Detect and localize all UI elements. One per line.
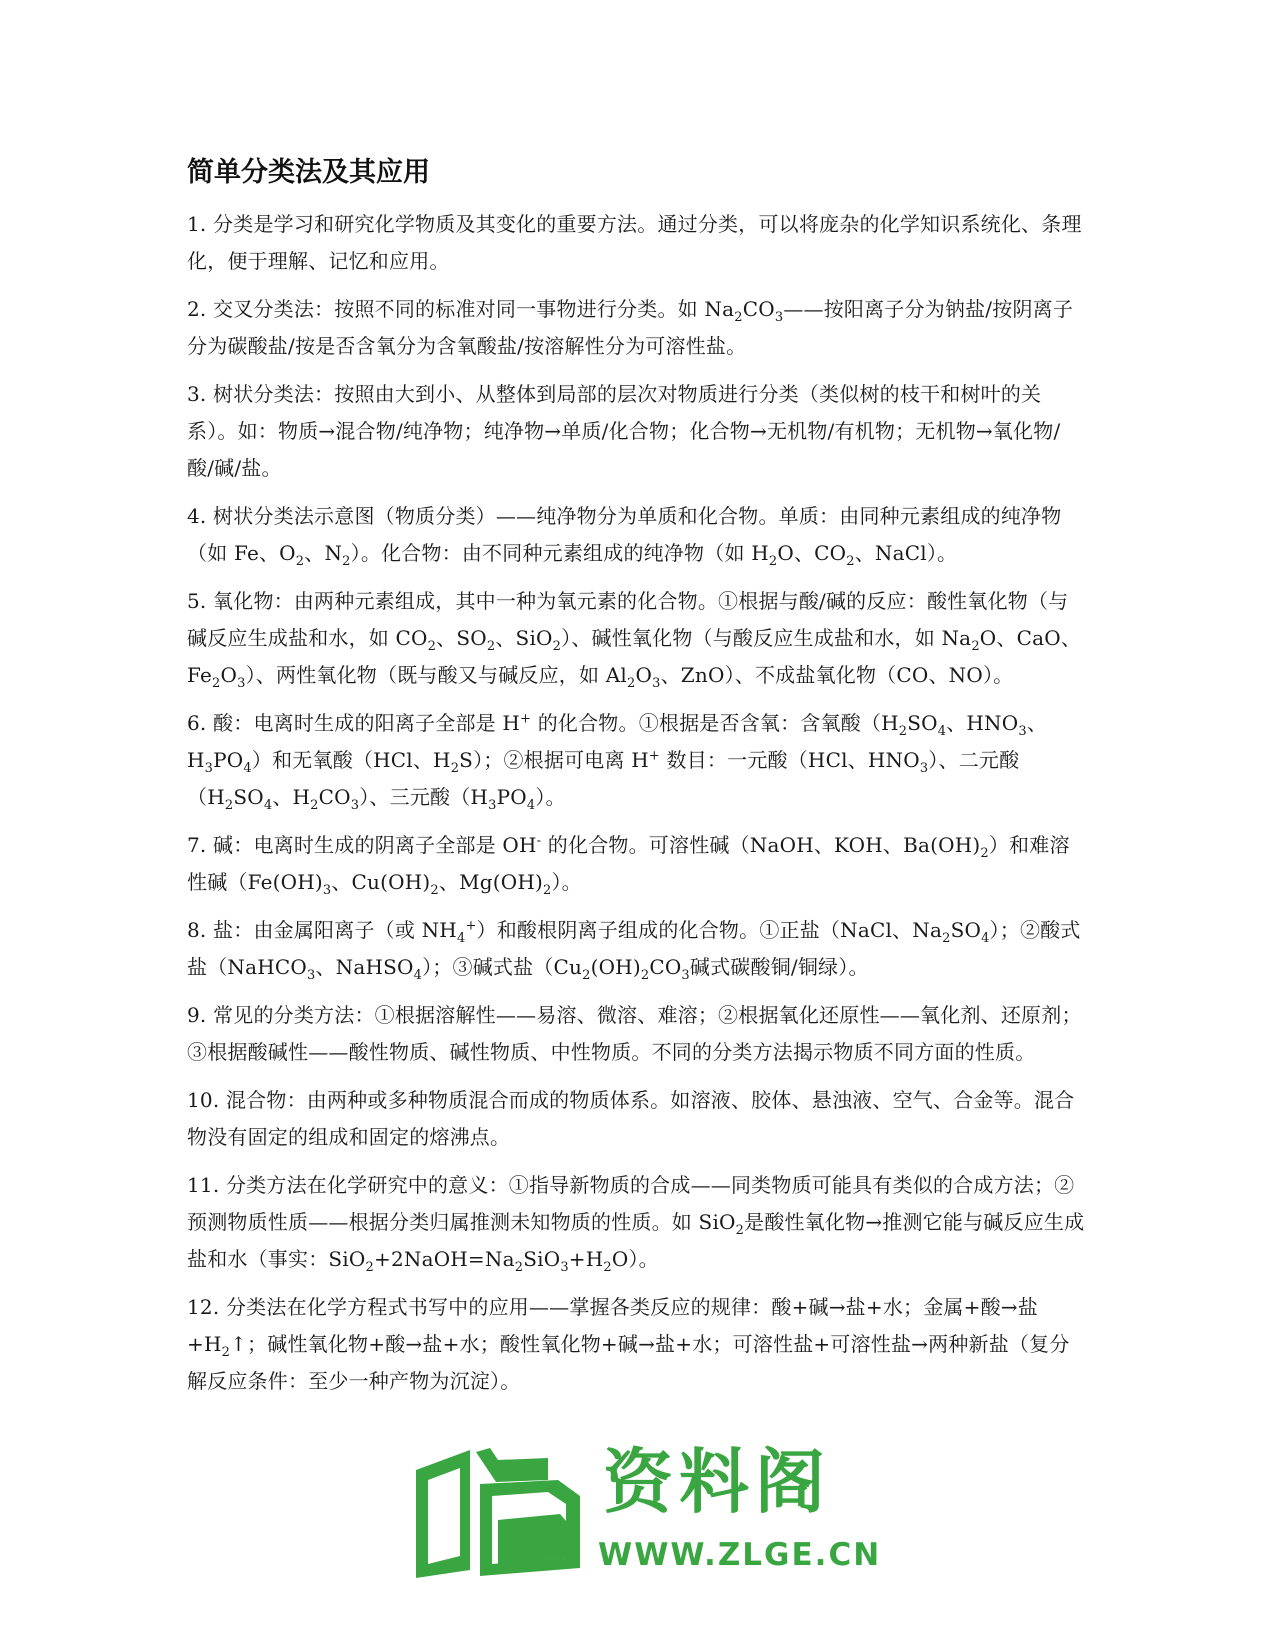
paragraph-3: 3. 树状分类法：按照由大到小、从整体到局部的层次对物质进行分类（类似树的枝干和树叶的关系）。如：物质→混合物/纯净物；纯净物→单质/化合物；化合物→无机物/有机物；无机物→氧化物/酸/碱/盐。: [187, 382, 1061, 480]
open-book-folder-icon: [398, 1438, 588, 1588]
watermark-url: WWW.ZLGE.CN: [598, 1537, 882, 1573]
paragraph-11: 11. 分类方法在化学研究中的意义：①指导新物质的合成——同类物质可能具有类似的合成方法；②预测物质性质——根据分类归属推测未知物质的性质。如 SiO$_2$是酸性氧化物→推测它能与碱反应生成盐和水（事实：$SiO_2+2NaOH=Na_2SiO_3+H_2O$）。: [187, 1173, 1085, 1275]
paragraph-8: 8. 盐：由金属阳离子（或 $NH_4^+$）和酸根阴离子组成的化合物。①正盐（NaCl、$Na_2SO_4$）；②酸式盐（NaHCO$_3$、NaHSO$_4$）；③碱式盐（$Cu_2(OH)_2CO_3$碱式碳酸铜/铜绿）。: [187, 918, 1081, 983]
paragraph-1: 1. 分类是学习和研究化学物质及其变化的重要方法。通过分类，可以将庞杂的化学知识系统化、条理化，便于理解、记忆和应用。: [187, 212, 1082, 273]
document-title: 简单分类法及其应用: [187, 157, 430, 188]
paragraph-5: 5. 氧化物：由两种元素组成，其中一种为氧元素的化合物。①根据与酸/碱的反应：酸性氧化物（与碱反应生成盐和水，如 $CO_2$、$SO_2$、SiO$_2$）、碱性氧化物（与酸反应生成盐和水，如 $Na_2O$、CaO、$Fe_2O_3$）、两性氧化物（既与酸又与碱反应，如 $Al_2O_3$、ZnO）、不成盐氧化物（CO、NO）。: [187, 589, 1082, 691]
document-body: [187, 206, 1087, 1411]
paragraph-9: 9. 常见的分类方法：①根据溶解性——易溶、微溶、难溶；②根据氧化还原性——氧化剂、还原剂；③根据酸碱性——酸性物质、碱性物质、中性物质。不同的分类方法揭示物质不同方面的性质。: [187, 1003, 1082, 1064]
watermark-name: 资料阁: [603, 1441, 831, 1523]
paragraph-4: 4. 树状分类法示意图（物质分类）——纯净物分为单质和化合物。单质：由同种元素组成的纯净物（如 Fe、$O_2$、$N_2$）。化合物：由不同种元素组成的纯净物（如 $H_2O$、$CO_2$、NaCl）。: [187, 504, 1062, 569]
paragraph-10: 10. 混合物：由两种或多种物质混合而成的物质体系。如溶液、胶体、悬浊液、空气、合金等。混合物没有固定的组成和固定的熔沸点。: [187, 1088, 1075, 1149]
watermark-logo: [398, 1438, 882, 1588]
paragraph-2: 2. 交叉分类法：按照不同的标准对同一事物进行分类。如 $Na_2CO_3——$按阳离子分为钠盐/按阴离子分为碳酸盐/按是否含氧分为含氧酸盐/按溶解性分为可溶性盐。: [187, 297, 1074, 358]
paragraph-7: 7. 碱：电离时生成的阴离子全部是 OH- 的化合物。可溶性碱（NaOH、KOH、$Ba(OH)_2$）和难溶性碱（$Fe(OH)_3$、$Cu(OH)_2$、$Mg(OH)_2$）。: [187, 833, 1070, 898]
paragraph-6: 6. 酸：电离时生成的阳离子全部是 H+ 的化合物。①根据是否含氧：含氧酸（$H_2SO_4$、$HNO_3$、$H_3PO_4$）和无氧酸（HCl、$H_2S$）；②根据可电离 H+ 数目：一元酸（HCl、$HNO_3$）、二元酸（$H_2SO_4$、$H_2CO_3$）、三元酸$(H_3PO_4)$。: [187, 711, 1048, 813]
paragraph-12: 12. 分类法在化学方程式书写中的应用——掌握各类反应的规律：酸+碱→盐+水；金属+酸→盐$+H_2↑$；碱性氧化物+酸→盐+水；酸性氧化物+碱→盐+水；可溶性盐+可溶性盐→两种新盐（复分解反应条件：至少一种产物为沉淀）。: [187, 1295, 1070, 1393]
